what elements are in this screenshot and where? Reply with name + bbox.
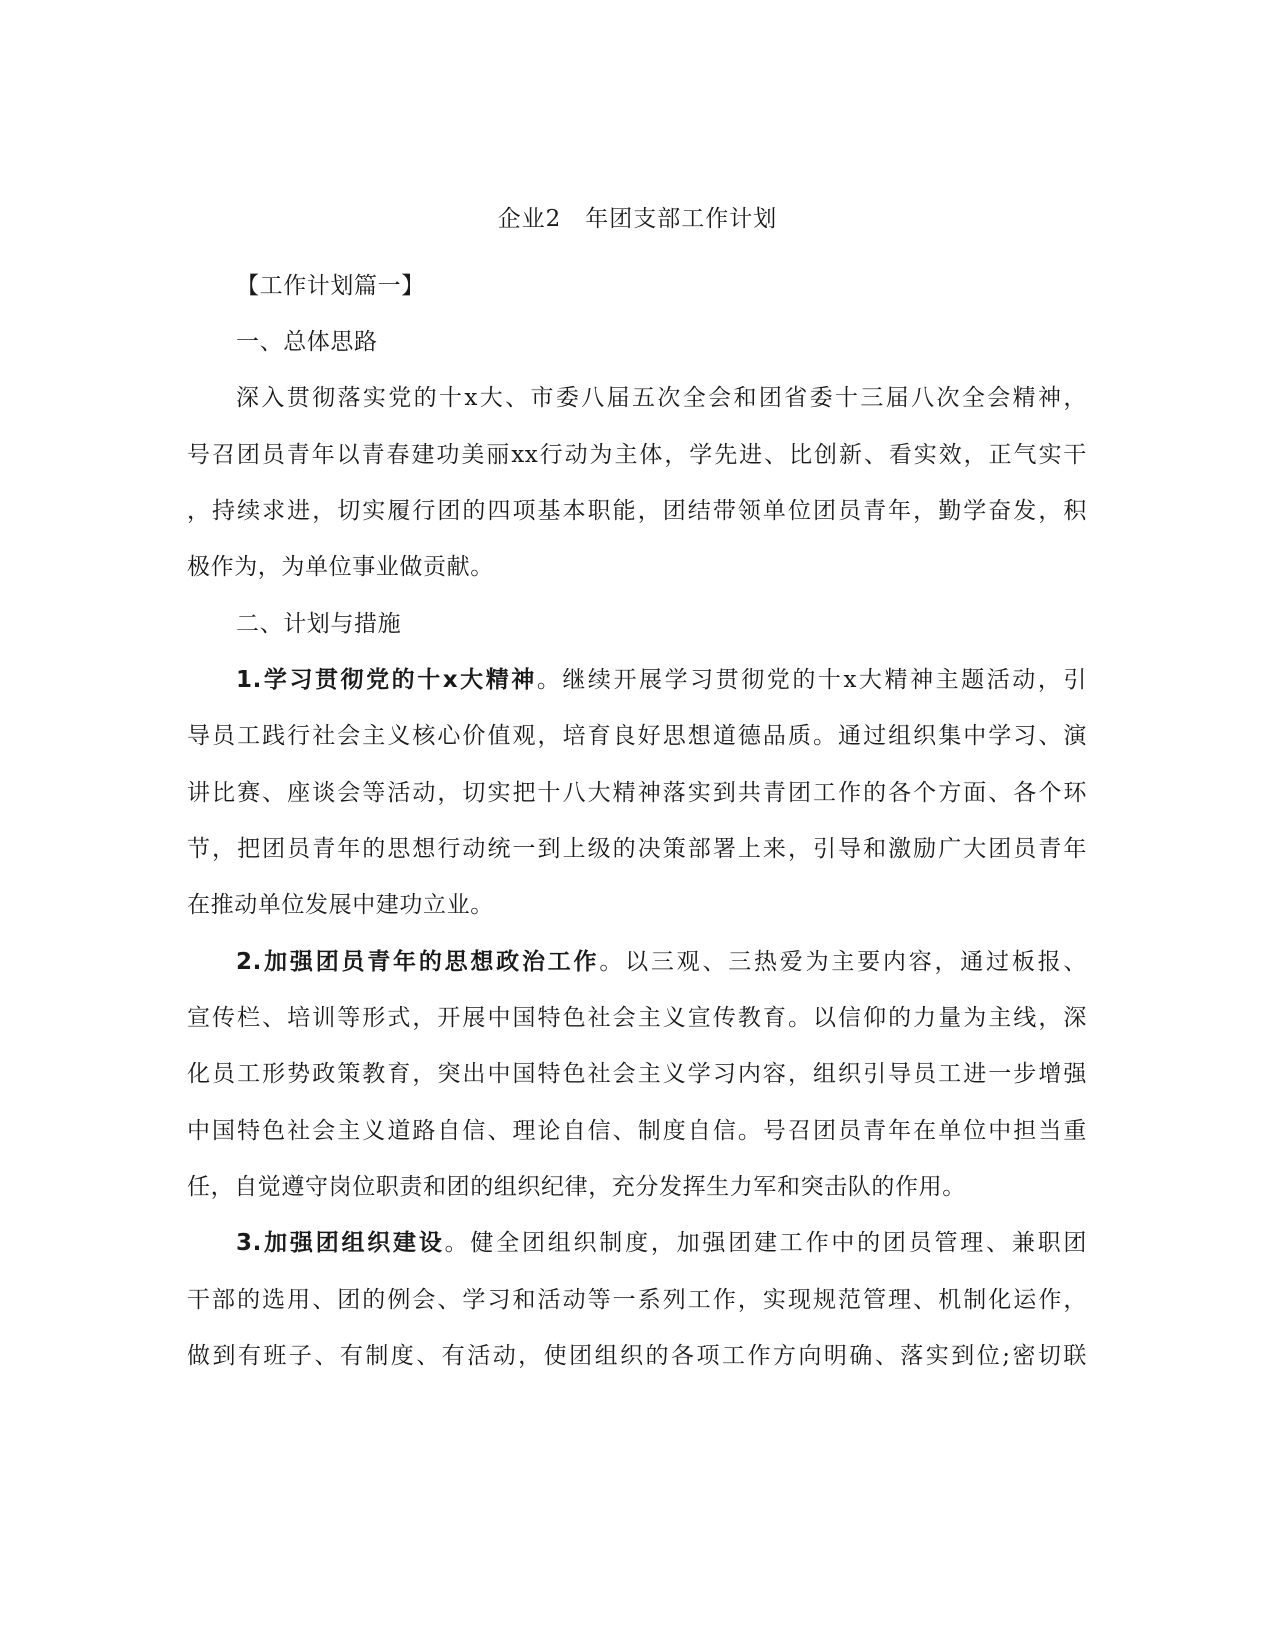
item-text: 。以三观、三热爱为主要内容，通过板报、 (599, 949, 1087, 975)
paragraph-line: 深入贯彻落实党的十x大、市委八届五次全会和团省委十三届八次全会精神， (236, 385, 1087, 411)
paragraph-line: 节，把团员青年的思想行动统一到上级的决策部署上来，引导和激励广大团员青年 (187, 836, 1087, 862)
item-lead-heading: 1.学习贯彻党的十x大精神 (236, 667, 537, 693)
paragraph-line: 中国特色社会主义道路自信、理论自信、制度自信。号召团员青年在单位中担当重 (187, 1118, 1087, 1144)
paragraph-line: 在推动单位发展中建功立业。 (187, 892, 494, 918)
plan-heading: 【工作计划篇一】 (236, 273, 425, 299)
paragraph-line: ，持续求进，切实履行团的四项基本职能，团结带领单位团员青年，勤学奋发，积 (187, 498, 1087, 524)
item-text: 。继续开展学习贯彻党的十x大精神主题活动，引 (536, 667, 1087, 693)
paragraph-line: 干部的选用、团的例会、学习和活动等一系列工作，实现规范管理、机制化运作， (187, 1287, 1087, 1313)
paragraph-line: 讲比赛、座谈会等活动，切实把十八大精神落实到共青团工作的各个方面、各个环 (187, 780, 1087, 806)
item-first-line (236, 1227, 1087, 1259)
item-text: 。健全团组织制度，加强团建工作中的团员管理、兼职团 (444, 1230, 1087, 1256)
section-heading-plans: 二、计划与措施 (236, 611, 402, 637)
paragraph-line: 宣传栏、培训等形式，开展中国特色社会主义宣传教育。以信仰的力量为主线，深 (187, 1005, 1087, 1031)
document-title: 企业2 年团支部工作计划 (497, 206, 778, 232)
item-first-line (236, 946, 1087, 978)
item-first-line (236, 664, 1087, 696)
section-heading-overall: 一、总体思路 (236, 329, 378, 355)
item-lead-heading: 3.加强团组织建设 (236, 1230, 445, 1256)
paragraph-line: 做到有班子、有制度、有活动，使团组织的各项工作方向明确、落实到位;密切联 (187, 1343, 1087, 1369)
item-lead-heading: 2.加强团员青年的思想政治工作 (236, 949, 600, 975)
paragraph-line: 号召团员青年以青春建功美丽xx行动为主体，学先进、比创新、看实效，正气实干 (187, 442, 1087, 468)
paragraph-line: 化员工形势政策教育，突出中国特色社会主义学习内容，组织引导员工进一步增强 (187, 1061, 1087, 1087)
paragraph-line: 任，自觉遵守岗位职责和团的组织纪律，充分发挥生力军和突击队的作用。 (187, 1174, 966, 1200)
paragraph-line: 极作为，为单位事业做贡献。 (187, 554, 494, 580)
paragraph-line: 导员工践行社会主义核心价值观，培育良好思想道德品质。通过组织集中学习、演 (187, 723, 1087, 749)
